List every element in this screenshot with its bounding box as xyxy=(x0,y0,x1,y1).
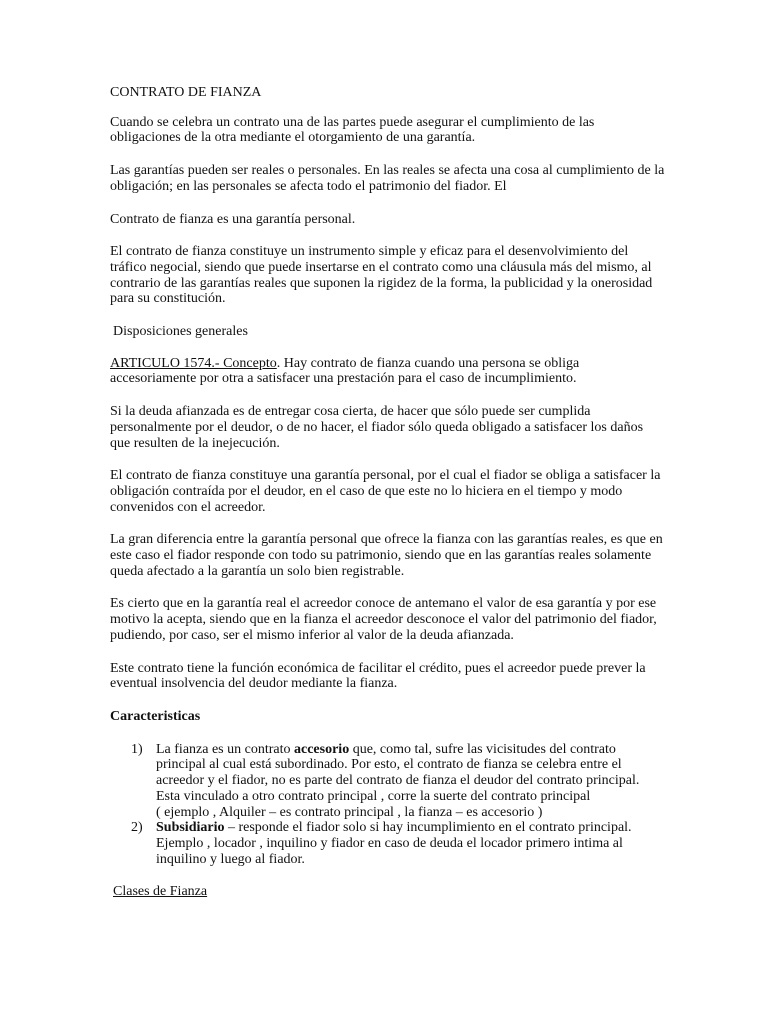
list-text: Subsidiario – responde el fiador solo si hay incumplimiento en el contrato principal. Ejemplo , locador , inquilino y fiador en caso de deuda el locador primero intima al inquilino y luego al fiador. xyxy=(156,820,632,867)
bold-term: accesorio xyxy=(294,741,350,757)
list-item xyxy=(110,820,666,867)
list-number: 2) xyxy=(131,820,143,836)
paragraph: Si la deuda afianzada es de entregar cosa cierta, de hacer que sólo puede ser cumplida personalmente por el deudor, o de no hacer, el fiador sólo queda obligado a satisfacer los daños que resulten de la inejecución. xyxy=(110,404,644,451)
article-text: . Hay contrato de fianza cuando una persona se obliga accesoriamente por otra a satisfacer una prestación para el caso de incumplimiento. xyxy=(110,355,580,387)
paragraph: Las garantías pueden ser reales o personales. En las reales se afecta una cosa al cumplimiento de la obligación; en las personales se afecta todo el patrimonio del fiador. El xyxy=(110,163,665,194)
clases-heading: Clases de Fianza xyxy=(113,884,208,900)
section-heading: Disposiciones generales xyxy=(113,324,248,340)
paragraph: Este contrato tiene la función económica de facilitar el crédito, pues el acreedor puede prever la eventual insolvencia del deudor mediante la fianza. xyxy=(110,660,646,692)
paragraph: Contrato de fianza es una garantía personal. xyxy=(110,211,356,227)
characteristics-heading: Caracteristicas xyxy=(110,708,201,724)
paragraph: La gran diferencia entre la garantía personal que ofrece la fianza con las garantías reales, es que en este caso el fiador responde con todo su patrimonio, siendo que en las garantías reales solamente queda afectado a la garantía un solo bien registrable. xyxy=(110,532,663,579)
paragraph: Cuando se celebra un contrato una de las partes puede asegurar el cumplimiento de las obligaciones de la otra mediante el otorgamiento de una garantía. xyxy=(110,114,595,146)
paragraph: El contrato de fianza constituye un instrumento simple y eficaz para el desenvolvimiento del tráfico negocial, siendo que puede insertarse en el contrato como una cláusula más del mismo, al contrario de las garantías reales que suponen la rigidez de la forma, la publicidad y la onerosidad para su constitución. xyxy=(110,244,653,307)
characteristics-list xyxy=(110,742,666,868)
bold-term: Subsidiario xyxy=(156,820,225,836)
document-body xyxy=(110,85,666,917)
article-label: ARTICULO 1574.- Concepto xyxy=(110,355,277,371)
list-text: La fianza es un contrato accesorio que, como tal, sufre las vicisitudes del contrato principal al cual está subordinado. Por esto, el contrato de fianza se celebra entre el acreedor y el fiador, no es parte del contrato de fianza el deudor del contrato principal. Esta vinculado a otro contrato principal , corre la suerte del contrato principal xyxy=(156,741,640,804)
list-extra: ( ejemplo , Alquiler – es contrato principal , la fianza – es accesorio ) xyxy=(156,804,543,820)
paragraph: El contrato de fianza constituye una garantía personal, por el cual el fiador se obliga a satisfacer la obligación contraída por el deudor, en el caso de que este no lo hiciera en el tiempo y modo convenidos con el acreedor. xyxy=(110,468,661,515)
list-number: 1) xyxy=(131,741,143,757)
list-item xyxy=(110,742,666,821)
document-title: CONTRATO DE FIANZA xyxy=(110,85,262,100)
paragraph: Es cierto que en la garantía real el acreedor conoce de antemano el valor de esa garantía y por ese motivo la acepta, siendo que en la fianza el acreedor desconoce el valor del patrimonio del fiador, pudiendo, por caso, ser el mismo inferior al valor de la deuda afianzada. xyxy=(110,596,657,643)
article-paragraph xyxy=(110,356,666,387)
